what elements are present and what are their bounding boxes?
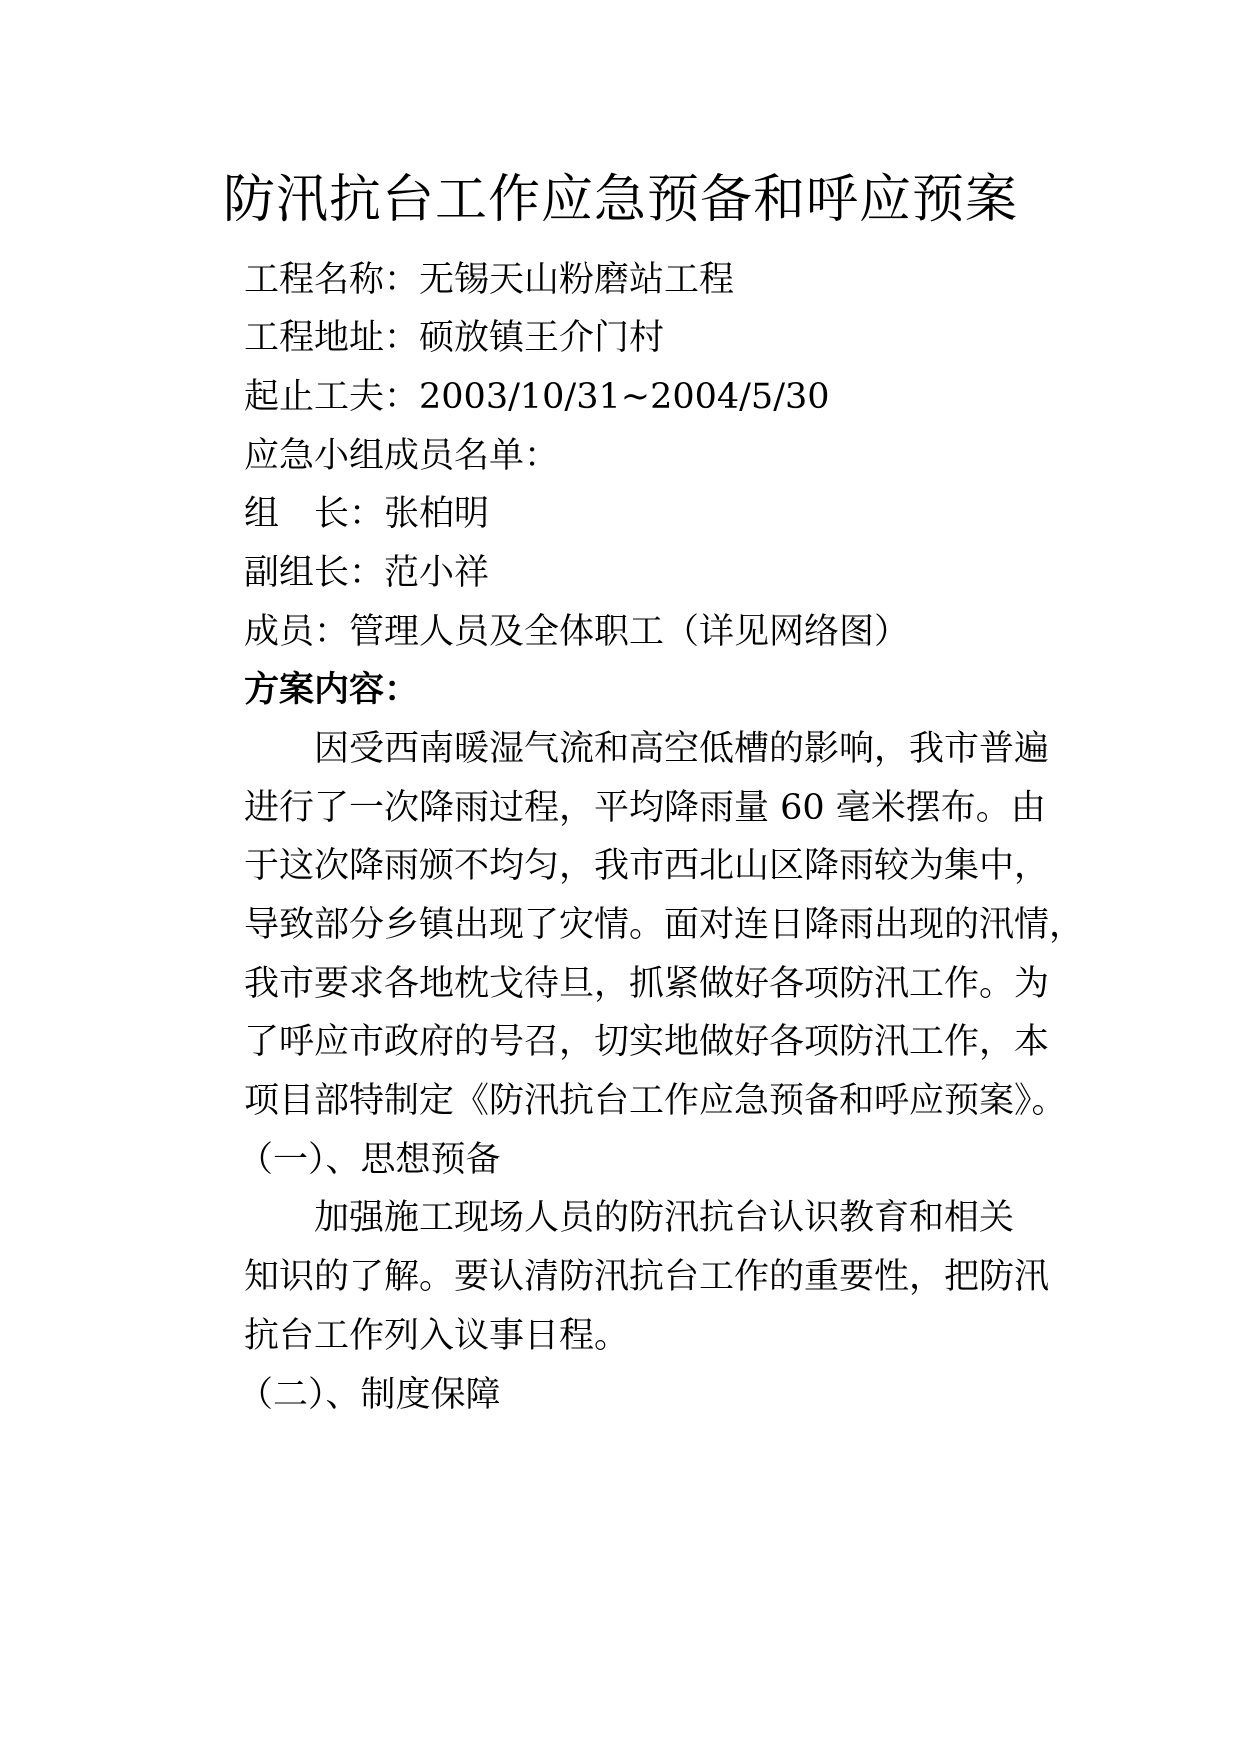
deputy-label: 副组长： (244, 553, 385, 593)
members-label: 成员： (244, 612, 350, 652)
intro-line: 导致部分乡镇出现了灾情。面对连日降雨出现的汛情， (244, 905, 1085, 945)
members-row (244, 610, 1064, 654)
leader-label: 组 长： (244, 494, 385, 534)
section-heading-system: （二）、制度保障 (238, 1375, 501, 1415)
intro-line: 我市要求各地枕戈待旦，抓紧做好各项防汛工作。为 (244, 964, 1050, 1004)
content-heading: 方案内容： (244, 669, 420, 710)
deputy-row (244, 551, 1064, 595)
section-heading-thought: （一）、思想预备 (238, 1140, 501, 1180)
deputy-value: 范小祥 (384, 553, 490, 593)
project-address-row (244, 316, 1064, 360)
project-address-label: 工程地址： (244, 318, 420, 358)
project-name-row (244, 258, 1064, 302)
project-address-value: 硕放镇王介门村 (419, 318, 665, 358)
document-title: 防汛抗台工作应急预备和呼应预案 (222, 170, 1018, 230)
duration-label: 起止工夫： (244, 377, 420, 417)
intro-line: 了呼应市政府的号召，切实地做好各项防汛工作，本 (244, 1022, 1050, 1062)
members-value: 管理人员及全体职工（详见网络图） (349, 612, 910, 652)
section1-line: 知识的了解。要认清防汛抗台工作的重要性，把防汛 (244, 1257, 1050, 1297)
leader-row (244, 492, 1064, 536)
section1-line: 抗台工作列入议事日程。 (244, 1316, 630, 1356)
duration-value: 2003/10/31~2004/5/30 (419, 377, 830, 417)
team-list-label: 应急小组成员名单： (244, 436, 560, 476)
intro-line: 因受西南暖湿气流和高空低槽的影响，我市普遍 (314, 729, 1050, 769)
intro-line: 于这次降雨颁不均匀，我市西北山区降雨较为集中， (244, 846, 1050, 886)
intro-line: 进行了一次降雨过程，平均降雨量 60 毫米摆布。由 (244, 788, 1046, 828)
project-name-label: 工程名称： (244, 260, 420, 300)
intro-line: 项目部特制定《防汛抗台工作应急预备和呼应预案》。 (244, 1081, 1067, 1121)
leader-value: 张柏明 (384, 494, 490, 534)
project-name-value: 无锡天山粉磨站工程 (419, 260, 735, 300)
section1-line: 加强施工现场人员的防汛抗台认识教育和相关 (314, 1198, 1015, 1238)
duration-row (244, 375, 1064, 419)
